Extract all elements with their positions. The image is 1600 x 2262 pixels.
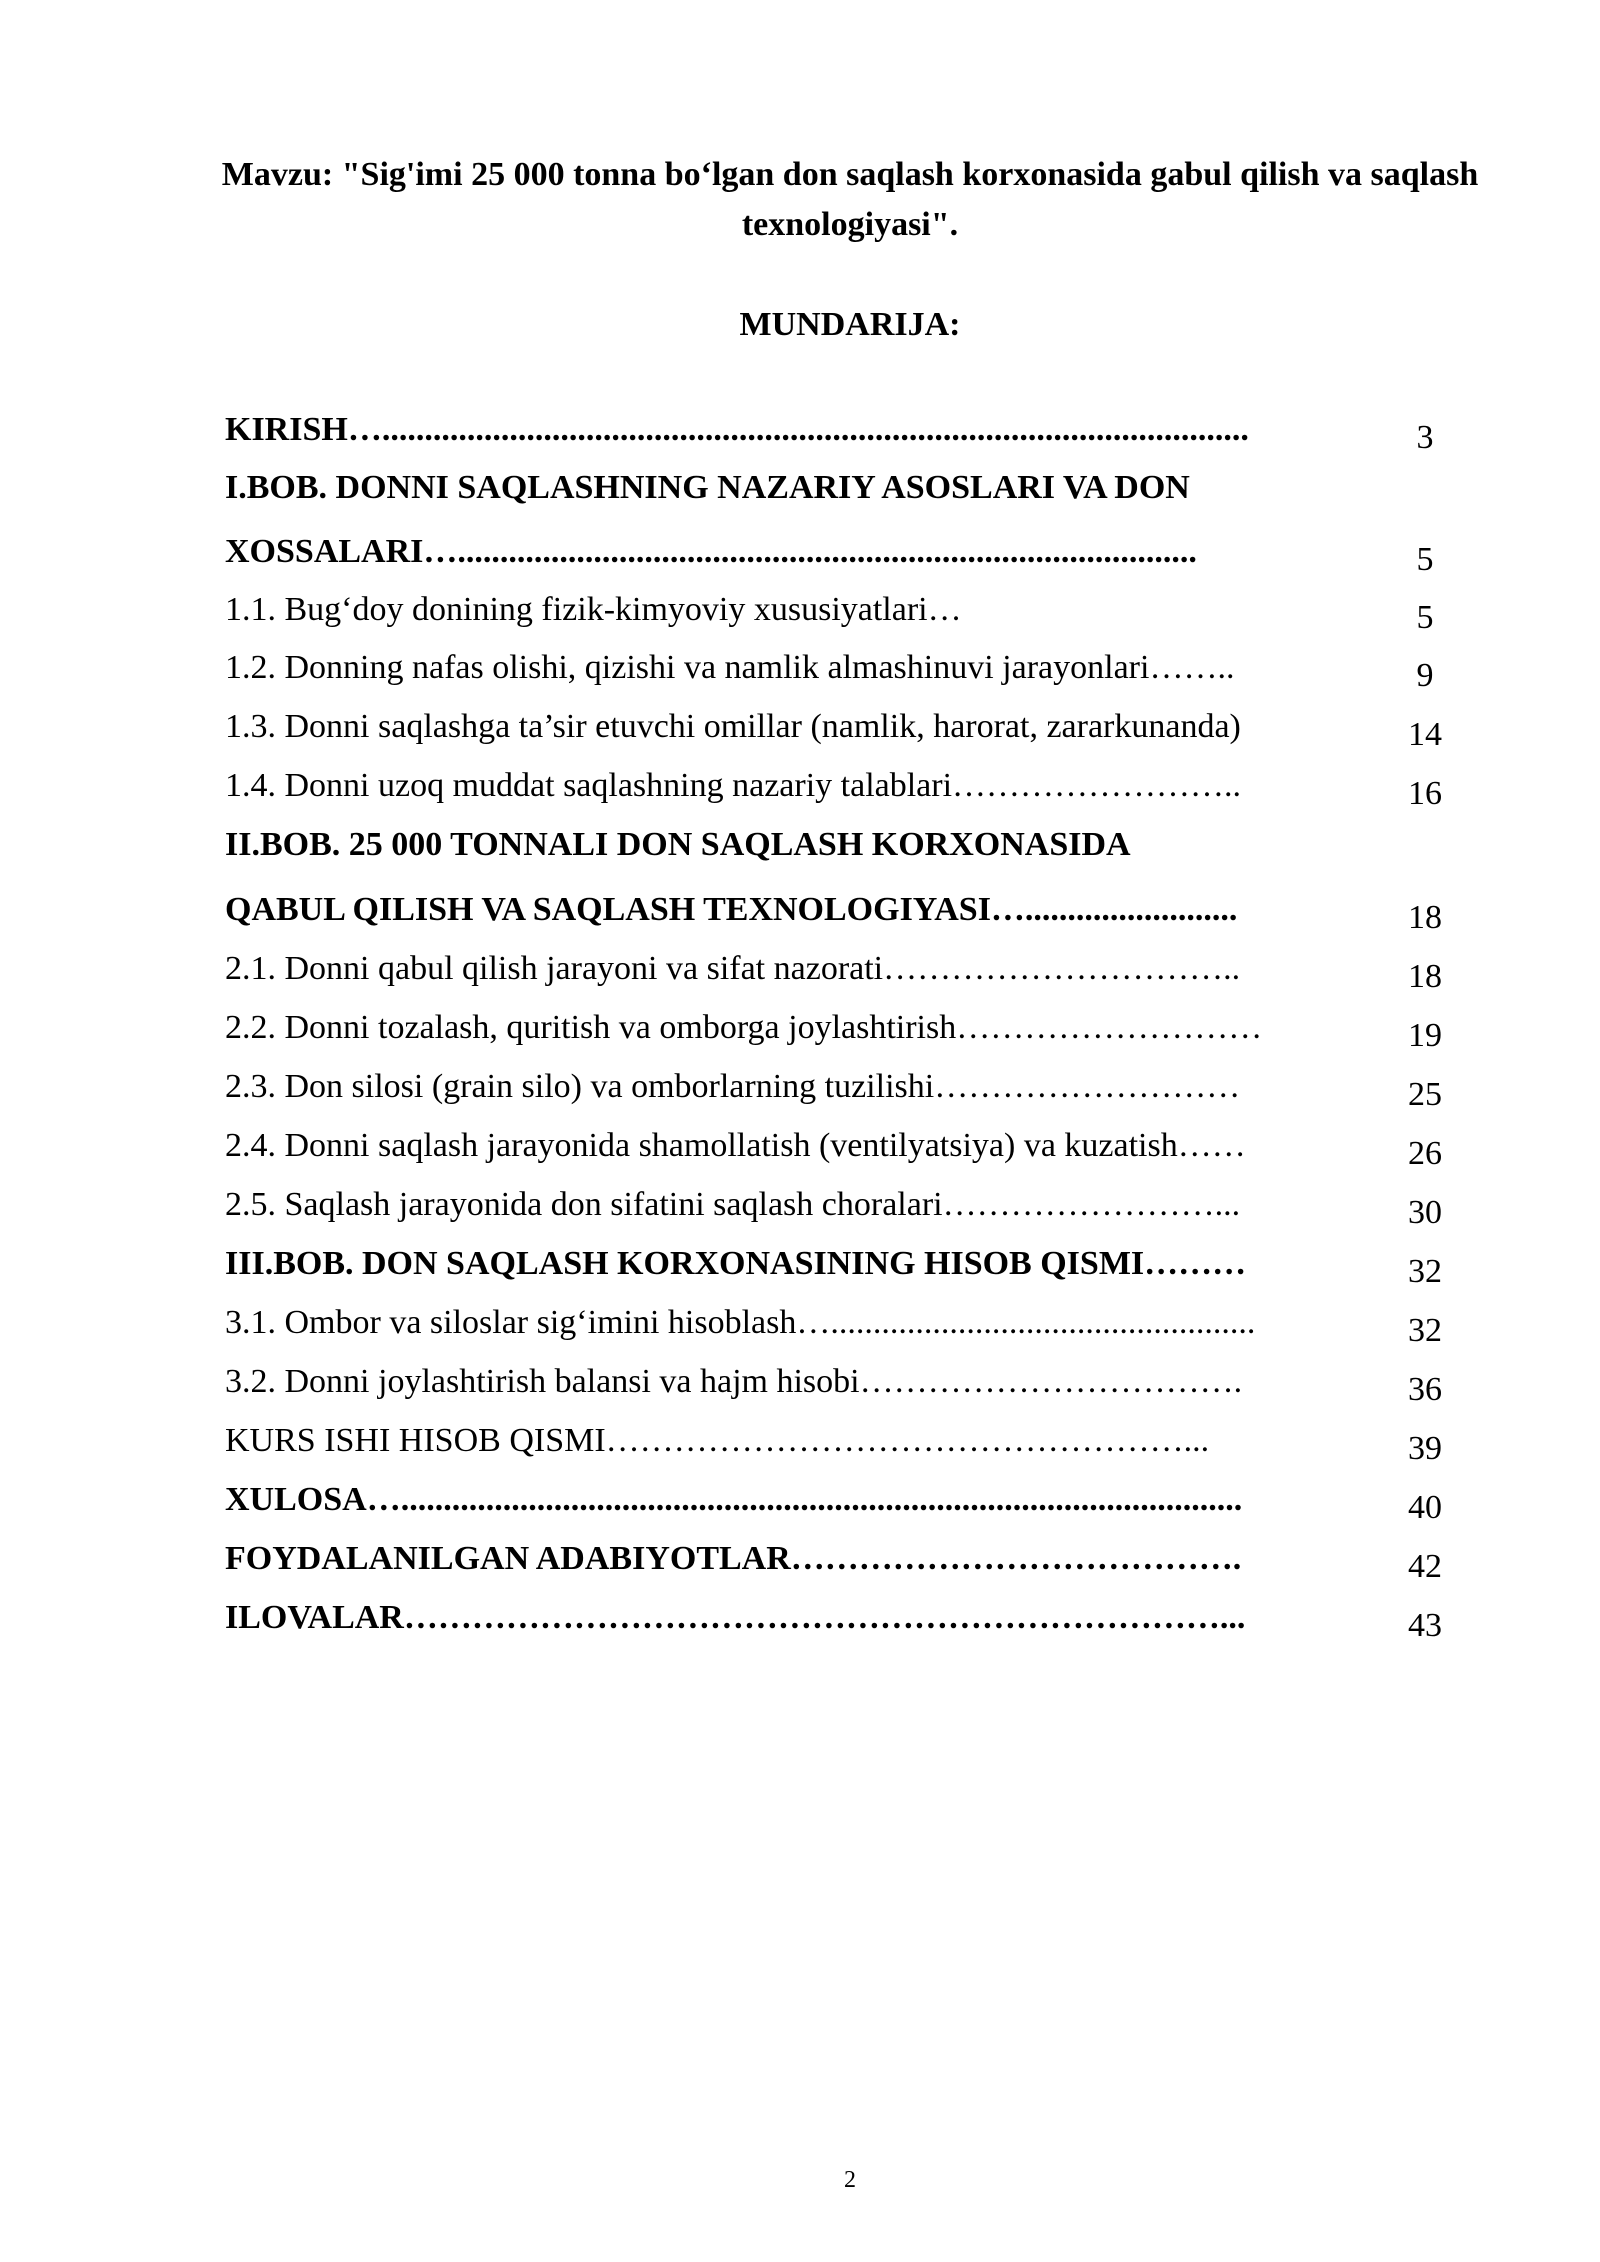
toc-entry-chapter-1-line-1 [225,458,1475,518]
toc-entry-page: 5 [1416,599,1434,636]
toc-entry-1-1 [225,580,1475,640]
toc-entry-chapter-2-line-1 [225,815,1475,875]
toc-entry-text: 3.1. Ombor va siloslar sig‘imini hisoblash….................................................. [225,1304,1256,1341]
toc-entry-ilovalar [225,1588,1475,1648]
toc-entry-xulosa [225,1470,1475,1530]
toc-entry-text: III.BOB. DON SAQLASH KORXONASINING HISOB QISMI……… [225,1245,1247,1282]
toc-entry-chapter-2-line-2 [225,880,1475,940]
toc-entry-text: 2.1. Donni qabul qilish jarayoni va sifat nazorati………………………….. [225,950,1241,987]
toc-entry-2-1 [225,939,1475,999]
toc-entry-3-2 [225,1352,1475,1412]
toc-entry-text: 1.4. Donni uzoq muddat saqlashning nazariy talablari…………………….. [225,767,1242,804]
toc-entry-text: QABUL QILISH VA SAQLASH TEXNOLOGIYASI…......................... [225,891,1238,928]
toc-entry-3-1 [225,1293,1475,1353]
toc-entry-text: 1.3. Donni saqlashga ta’sir etuvchi omillar (namlik, harorat, zararkunanda) [225,708,1241,745]
toc-entry-text: KURS ISHI HISOB QISMI……………………………………………... [225,1422,1210,1459]
toc-entry-page: 39 [1408,1430,1442,1467]
page-number: 2 [844,2167,856,2193]
toc-entry-page: 5 [1416,541,1434,578]
toc-entry-page: 32 [1408,1253,1442,1290]
toc-entry-text: II.BOB. 25 000 TONNALI DON SAQLASH KORXONASIDA [225,826,1131,863]
toc-entry-page: 19 [1408,1017,1442,1054]
toc-entry-text: 3.2. Donni joylashtirish balansi va hajm hisobi……………………………. [225,1363,1243,1400]
toc-entry-text: XOSSALARI…....................................................................................... [225,533,1197,570]
toc-entry-page: 16 [1408,775,1442,812]
toc-entry-kirish [225,400,1475,460]
toc-entry-2-5 [225,1175,1475,1235]
document-title: Mavzu: "Sig'imi 25 000 tonna bo‘lgan don saqlash korxonasida gabul qilish va saqlash texnologiyasi". [221,156,1479,243]
toc-entry-text: 1.1. Bug‘doy donining fizik-kimyoviy xususiyatlari… [225,591,962,628]
toc-entry-page: 42 [1408,1548,1442,1585]
toc-entry-page: 18 [1408,958,1442,995]
toc-entry-text: XULOSA…................................................................................................... [225,1481,1243,1518]
toc-entry-page: 18 [1408,899,1442,936]
toc-entry-chapter-3 [225,1234,1475,1294]
toc-entry-1-2 [225,638,1475,698]
toc-entry-text: KIRISH…...................................................................................................... [225,411,1249,448]
toc-entry-page: 40 [1408,1489,1442,1526]
toc-entry-text: 2.4. Donni saqlash jarayonida shamollatish (ventilyatsiya) va kuzatish…… [225,1127,1246,1164]
toc-entry-page: 26 [1408,1135,1442,1172]
toc-entry-text: 2.3. Don silosi (grain silo) va omborlarning tuzilishi……………………… [225,1068,1241,1105]
toc-entry-hisob-qismi [225,1411,1475,1471]
toc-entry-page: 3 [1416,419,1434,456]
toc-entry-adabiyotlar [225,1529,1475,1589]
toc-entry-page: 14 [1408,716,1442,753]
toc-entry-page: 30 [1408,1194,1442,1231]
toc-entry-chapter-1-line-2 [225,522,1475,582]
toc-entry-page: 9 [1416,657,1434,694]
toc-entry-text: 2.2. Donni tozalash, quritish va omborga joylashtirish……………………… [225,1009,1263,1046]
toc-entry-page: 36 [1408,1371,1442,1408]
toc-entry-text: FOYDALANILGAN ADABIYOTLAR…………………………………. [225,1540,1242,1577]
toc-entry-text: 2.5. Saqlash jarayonida don sifatini saqlash choralari……………………... [225,1186,1241,1223]
toc-entry-text: ILOVALAR………………………………………………………………... [225,1599,1246,1636]
toc-entry-page: 25 [1408,1076,1442,1113]
toc-entry-text: 1.2. Donning nafas olishi, qizishi va namlik almashinuvi jarayonlari…….. [225,649,1235,686]
toc-entry-2-2 [225,998,1475,1058]
toc-entry-page: 32 [1408,1312,1442,1349]
toc-entry-1-3 [225,697,1475,757]
toc-entry-1-4 [225,756,1475,816]
toc-entry-2-4 [225,1116,1475,1176]
toc-entry-text: I.BOB. DONNI SAQLASHNING NAZARIY ASOSLARI VA DON [225,469,1190,506]
toc-entry-2-3 [225,1057,1475,1117]
toc-heading: MUNDARIJA: [739,306,961,343]
toc-entry-page: 43 [1408,1607,1442,1644]
